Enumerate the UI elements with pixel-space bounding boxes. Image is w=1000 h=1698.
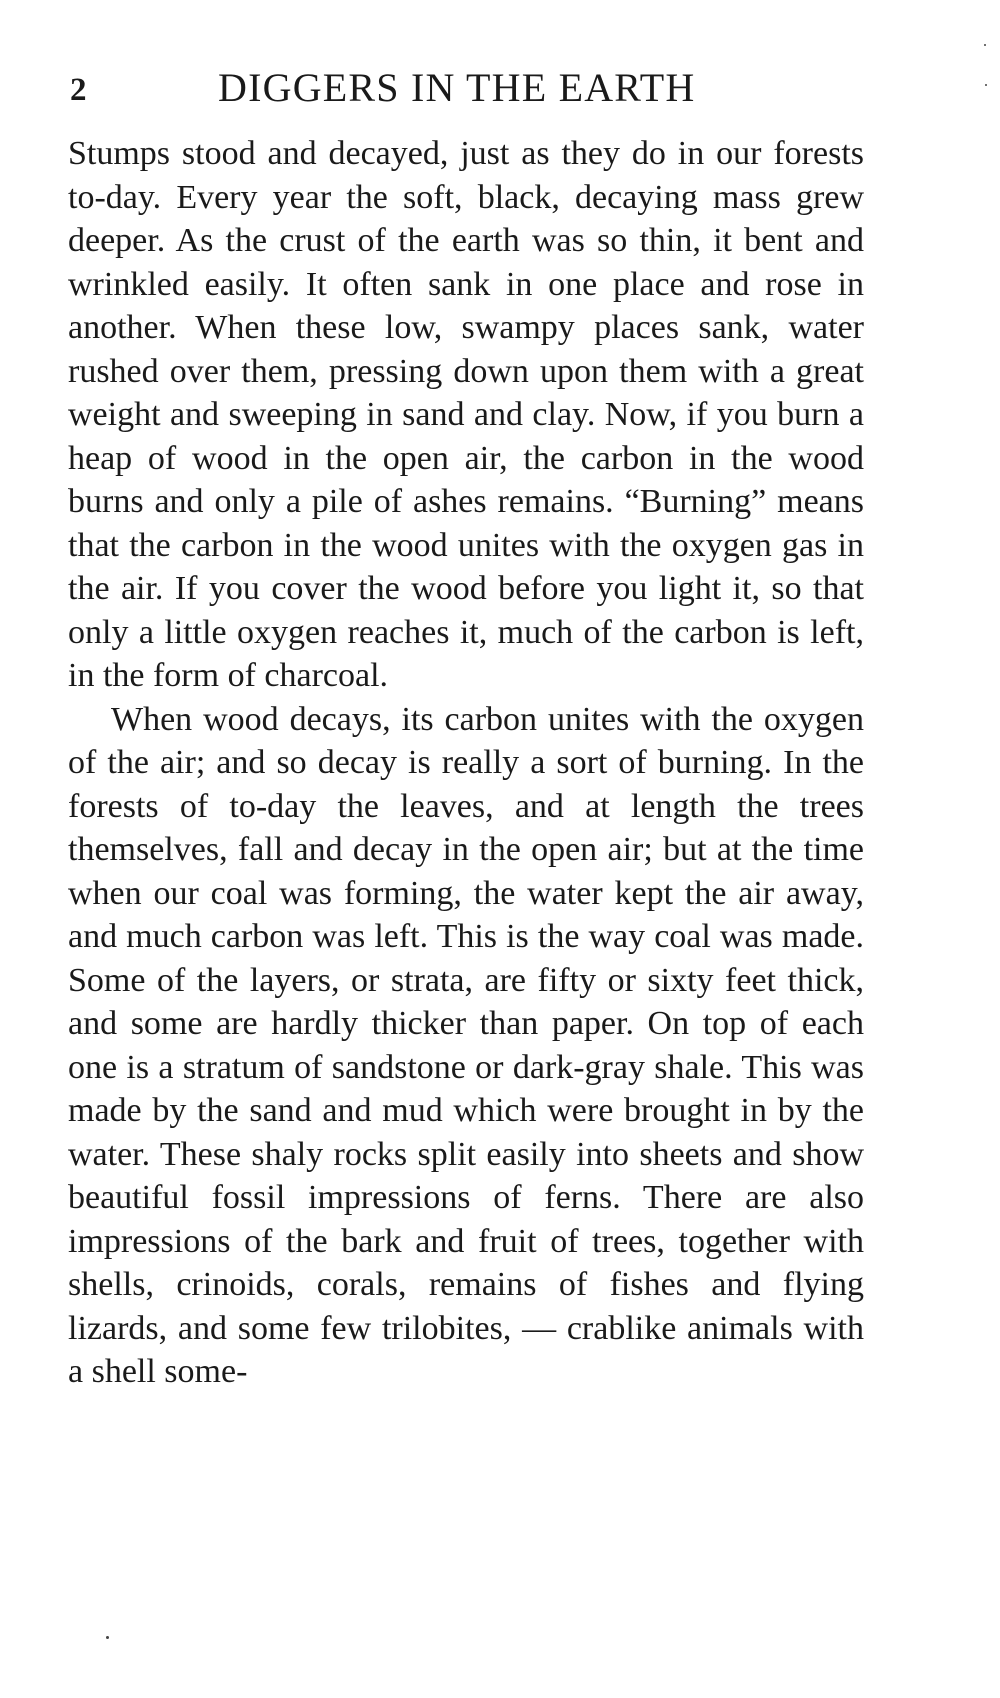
page-header (70, 64, 870, 120)
paragraph-2: When wood decays, its carbon unites with the oxygen of the air; and so decay is really a sort of burning. In the forests of to-day the leaves, and at length the trees themselves, fall and decay in the open air; but at the time when our coal was forming, the water kept the air away, and much carbon was left. This is the way coal was made. Some of the layers, or strata, are fifty or sixty feet thick, and some are hardly thicker than paper. On top of each one is a stratum of sandstone or dark-gray shale. This was made by the sand and mud which were brought in by the water. These shaly rocks split easily into sheets and show beautiful fossil impressions of ferns. There are also impressions of the bark and fruit of trees, together with shells, crinoids, corals, remains of fishes and flying lizards, and some few trilobites, — crablike animals with a shell some- (68, 700, 864, 1390)
scan-speck (106, 1636, 109, 1639)
body-text (68, 132, 864, 1394)
scan-speck (985, 84, 987, 86)
scan-speck (984, 44, 986, 46)
running-head: DIGGERS IN THE EARTH (218, 65, 696, 110)
page-number: 2 (70, 72, 87, 108)
paragraph-1: Stumps stood and decayed, just as they do in our forests to-day. Every year the soft, black, decaying mass grew deeper. As the crust of the earth was so thin, it bent and wrinkled easily. It often sank in one place and rose in another. When these low, swampy places sank, water rushed over them, pressing down upon them with a great weight and sweeping in sand and clay. Now, if you burn a heap of wood in the open air, the carbon in the wood burns and only a pile of ashes remains. “Burning” means that the carbon in the wood unites with the oxygen gas in the air. If you cover the wood before you light it, so that only a little oxygen reaches it, much of the carbon is left, in the form of charcoal. (68, 135, 864, 694)
